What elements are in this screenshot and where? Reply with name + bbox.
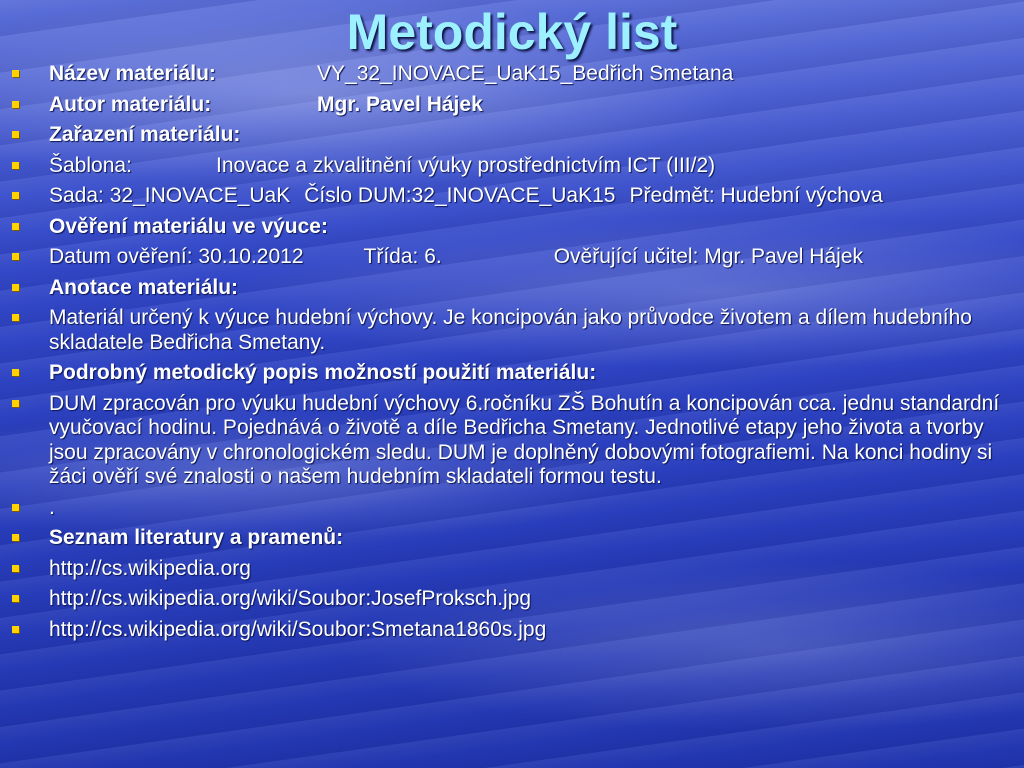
- square-bullet-icon: [12, 314, 19, 321]
- autor-value: Mgr. Pavel Hájek: [317, 92, 483, 116]
- list-item-seznam: [0, 526, 1024, 551]
- list-item-nazev: [0, 62, 1024, 87]
- zarazeni-label: Zařazení materiálu:: [49, 123, 241, 146]
- slide-title: Metodický list: [346, 4, 678, 60]
- source-link-1[interactable]: http://cs.wikipedia.org: [49, 556, 251, 580]
- sada-text: Sada: 32_INOVACE_UaK: [49, 184, 291, 207]
- sablona-value: Inovace a zkvalitnění výuky prostřednictvím ICT (III/2): [216, 153, 716, 177]
- list-item-sada: [0, 184, 1024, 209]
- seznam-label: Seznam literatury a pramenů:: [49, 526, 344, 549]
- source-link-3[interactable]: http://cs.wikipedia.org/wiki/Soubor:Smetana1860s.jpg: [49, 617, 547, 641]
- list-item-popis-text: [0, 392, 1024, 490]
- list-item-popis-label: [0, 361, 1024, 386]
- autor-label: Autor materiálu:: [49, 92, 212, 116]
- square-bullet-icon: [12, 131, 19, 138]
- popis-label: Podrobný metodický popis možností použití materiálu:: [49, 361, 597, 384]
- square-bullet-icon: [12, 223, 19, 230]
- popis-text: DUM zpracován pro výuku hudební výchovy 6.ročníku ZŠ Bohutín a koncipován cca. jednu standardní vyučovací hodinu. Pojednává o životě a díle Bedřicha Smetany. Jednotlivé etapy jeho života a tvorby jsou zpracovány v chronologickém sledu. DUM je doplněný dobovými fotografiemi. Na konci hodiny si žáci ověří své znalosti o našem hudebním skladateli formou testu.: [49, 391, 1000, 488]
- square-bullet-icon: [12, 626, 19, 633]
- list-item-autor: [0, 93, 1024, 118]
- square-bullet-icon: [12, 284, 19, 291]
- source-link-2[interactable]: http://cs.wikipedia.org/wiki/Soubor:JosefProksch.jpg: [49, 587, 532, 610]
- list-item-zarazeni: [0, 123, 1024, 148]
- dot-text: .: [49, 495, 55, 519]
- nazev-value: VY_32_INOVACE_UaK15_Bedřich Smetana: [317, 62, 734, 85]
- anotace-label: Anotace materiálu:: [49, 275, 239, 299]
- list-item-sablona: [0, 154, 1024, 179]
- square-bullet-icon: [12, 565, 19, 572]
- square-bullet-icon: [12, 504, 19, 511]
- square-bullet-icon: [12, 101, 19, 108]
- list-item-link3: [0, 618, 1024, 643]
- list-item-link1: [0, 557, 1024, 582]
- square-bullet-icon: [12, 534, 19, 541]
- nazev-label: Název materiálu:: [49, 62, 216, 85]
- list-item-anotace-label: [0, 276, 1024, 301]
- anotace-text: Materiál určený k výuce hudební výchovy. Je koncipován jako průvodce životem a dílem hudebního skladatele Bedřicha Smetany.: [49, 306, 972, 354]
- square-bullet-icon: [12, 369, 19, 376]
- list-item-dot: [0, 496, 1024, 521]
- list-item-anotace-text: [0, 306, 1024, 355]
- square-bullet-icon: [12, 192, 19, 199]
- overujici-text: Ověřující učitel: Mgr. Pavel Hájek: [553, 245, 863, 268]
- square-bullet-icon: [12, 595, 19, 602]
- square-bullet-icon: [12, 162, 19, 169]
- trida-text: Třída: 6.: [363, 245, 442, 268]
- list-item-overeni: [0, 215, 1024, 240]
- overeni-label: Ověření materiálu ve výuce:: [49, 214, 328, 238]
- predmet-text: Předmět: Hudební výchova: [629, 184, 883, 207]
- cislo-text: Číslo DUM:32_INOVACE_UaK15: [304, 184, 616, 207]
- square-bullet-icon: [12, 70, 19, 77]
- list-item-datum: [0, 245, 1024, 270]
- content-list: [0, 62, 1024, 648]
- datum-text: Datum ověření: 30.10.2012: [49, 245, 304, 268]
- sablona-label: Šablona:: [49, 153, 132, 177]
- square-bullet-icon: [12, 253, 19, 260]
- list-item-link2: [0, 587, 1024, 612]
- square-bullet-icon: [12, 400, 19, 407]
